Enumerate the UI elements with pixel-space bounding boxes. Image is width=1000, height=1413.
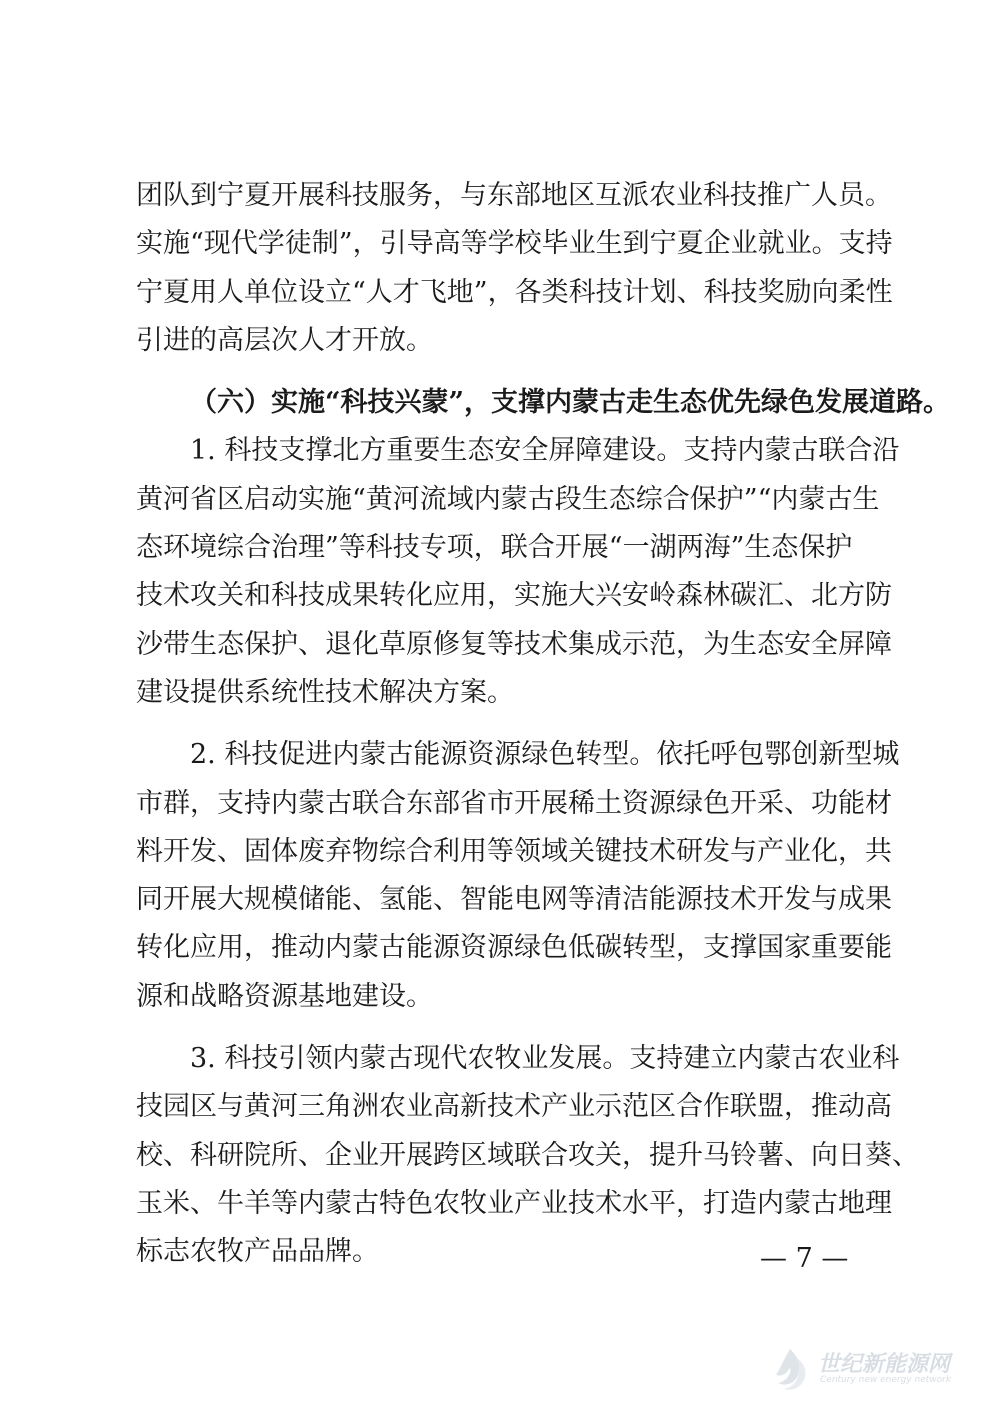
paragraph-line: 市群，支持内蒙古联合东部省市开展稀土资源绿色开采、功能材: [136, 787, 892, 819]
paragraph-line: 黄河省区启动实施“黄河流域内蒙古段生态综合保护”“内蒙古生: [136, 483, 880, 515]
paragraph-line: 1. 科技支撑北方重要生态安全屏障建设。支持内蒙古联合沿: [190, 435, 900, 467]
paragraph-line: 同开展大规模储能、氢能、智能电网等清洁能源技术开发与成果: [136, 884, 892, 916]
paragraph-line: 沙带生态保护、退化草原修复等技术集成示范，为生态安全屏障: [136, 628, 892, 660]
paragraph-line: 校、科研院所、企业开展跨区域联合攻关，提升马铃薯、向日葵、: [136, 1139, 919, 1171]
watermark: [768, 1345, 990, 1395]
watermark-subtext: Century new energy network: [820, 1375, 952, 1385]
paragraph-line: 玉米、牛羊等内蒙古特色农牧业产业技术水平，打造内蒙古地理: [136, 1187, 892, 1219]
paragraph-line: 转化应用，推动内蒙古能源资源绿色低碳转型，支撑国家重要能: [136, 932, 892, 964]
text-line: 宁夏用人单位设立“人才飞地”，各类科技计划、科技奖励向柔性: [136, 276, 893, 308]
paragraph-line: 技园区与黄河三角洲农业高新技术产业示范区合作联盟，推动高: [136, 1091, 892, 1123]
paragraph-line: 标志农牧产品品牌。: [136, 1236, 379, 1268]
section-heading: （六）实施“科技兴蒙”，支撑内蒙古走生态优先绿色发展道路。: [190, 387, 951, 419]
paragraph-line: 源和战略资源基地建设。: [136, 980, 433, 1012]
page-number: — 7 —: [760, 1243, 849, 1274]
document-body: [136, 172, 951, 1277]
text-line: 引进的高层次人才开放。: [136, 324, 433, 356]
flame-swirl-logo-icon: [768, 1345, 812, 1393]
paragraph-line: 2. 科技促进内蒙古能源资源绿色转型。依托呼包鄂创新型城: [190, 739, 900, 771]
paragraph-line: 技术攻关和科技成果转化应用，实施大兴安岭森林碳汇、北方防: [136, 580, 892, 612]
text-line: 团队到宁夏开展科技服务，与东部地区互派农业科技推广人员。: [136, 180, 892, 211]
paragraph-line: 3. 科技引领内蒙古现代农牧业发展。支持建立内蒙古农业科: [190, 1043, 900, 1075]
text-line: 实施“现代学徒制”，引导高等学校毕业生到宁夏企业就业。支持: [136, 228, 893, 260]
watermark-text: 世纪新能源网: [818, 1352, 951, 1377]
paragraph-line: 建设提供系统性技术解决方案。: [136, 676, 514, 708]
paragraph-line: 料开发、固体废弃物综合利用等领域关键技术研发与产业化，共: [136, 835, 892, 867]
paragraph-line: 态环境综合治理”等科技专项，联合开展“一湖两海”生态保护: [136, 532, 853, 564]
